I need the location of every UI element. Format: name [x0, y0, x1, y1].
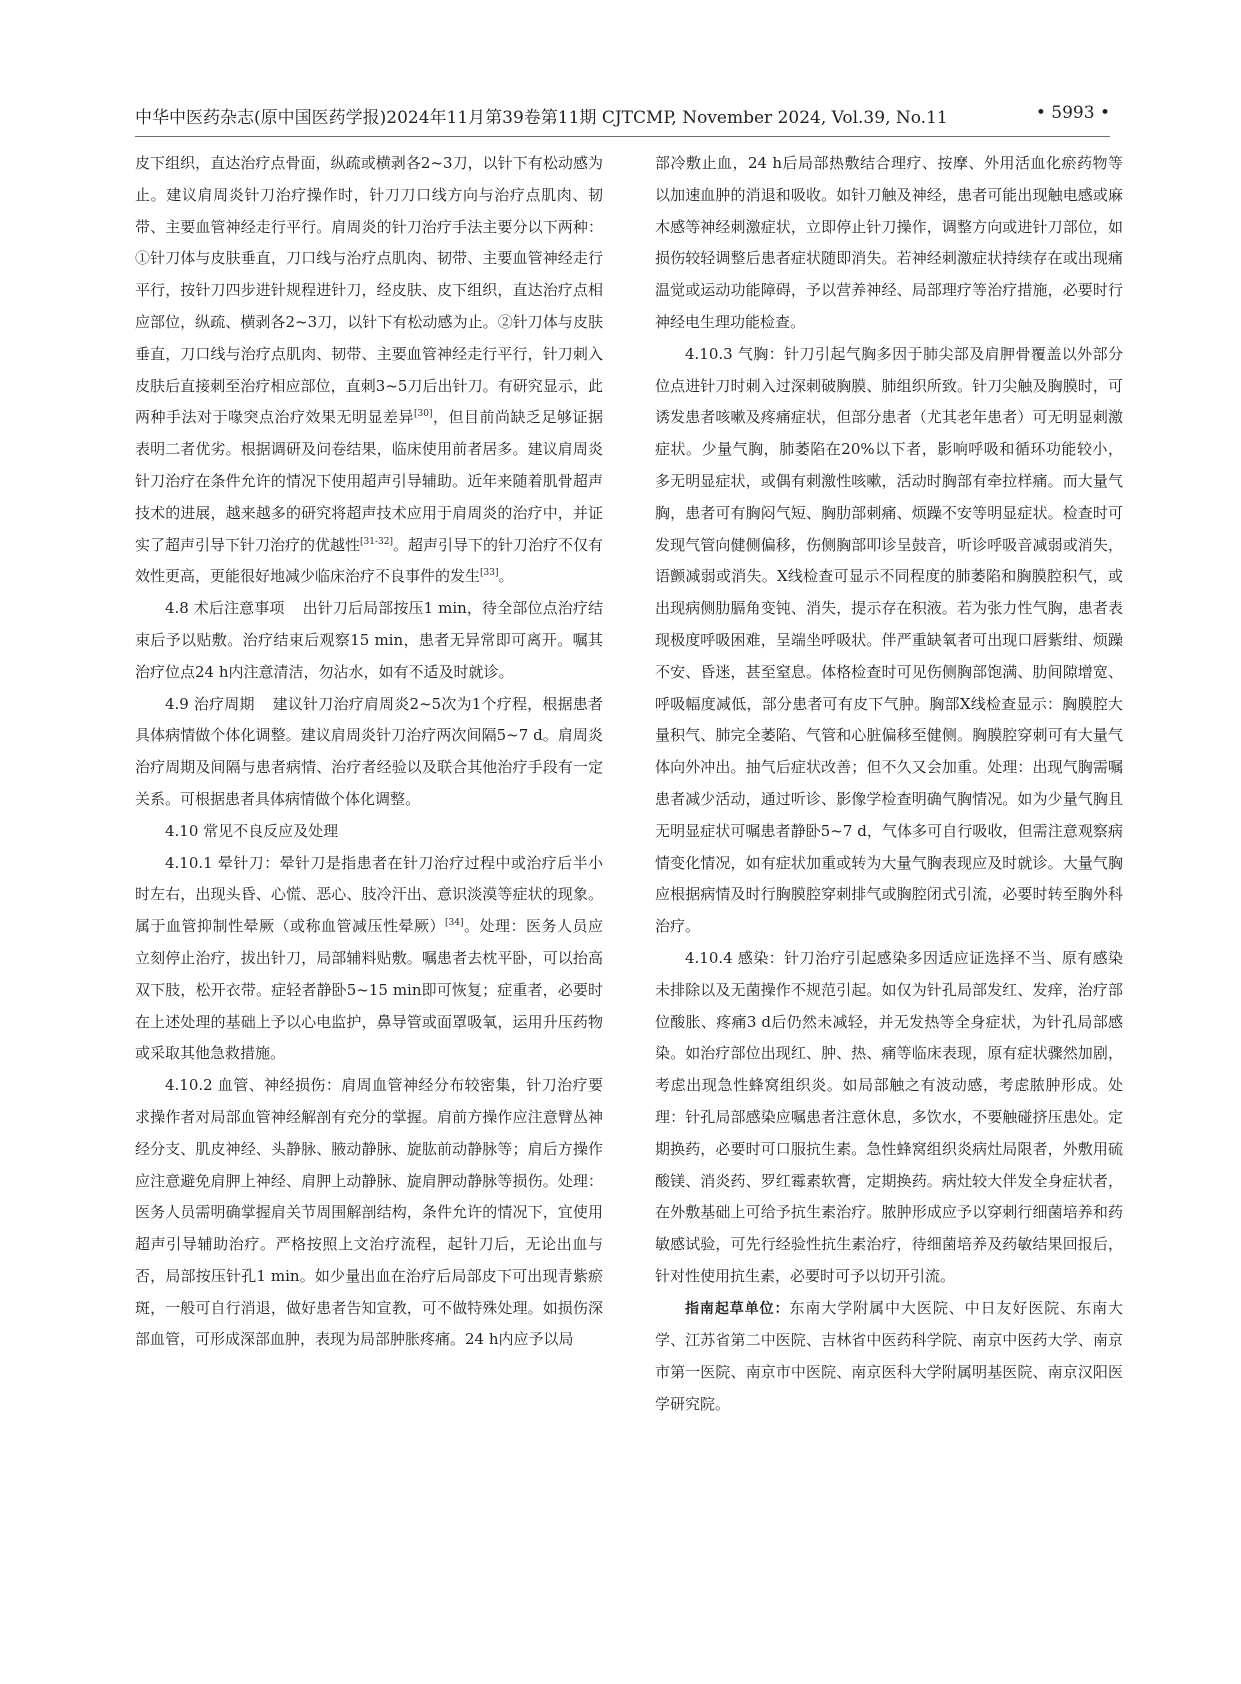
left-column	[135, 148, 603, 1356]
section-4-10-3: 4.10.3 气胸：针刀引起气胸多因于肺尖部及肩胛骨覆盖以外部分位点进针刀时刺入过深刺破胸膜、肺组织所致。针刀尖触及胸膜时，可诱发患者咳嗽及疼痛症状，但部分患者（尤其老年患者）可无明显刺激症状。少量气胸，肺萎陷在20%以下者，影响呼吸和循环功能较小，多无明显症状，或偶有刺激性咳嗽，活动时胸部有牵拉样痛。而大量气胸，患者可有胸闷气短、胸肋部刺痛、烦躁不安等明显症状。检查时可发现气管向健侧偏移，伤侧胸部叩诊呈鼓音，听诊呼吸音减弱或消失，语颤减弱或消失。X线检查可显示不同程度的肺萎陷和胸膜腔积气，或出现病侧肋膈角变钝、消失，提示存在积液。若为张力性气胸，患者表现极度呼吸困难，呈端坐呼吸状。伴严重缺氧者可出现口唇紫绀、烦躁不安、昏迷，甚至窒息。体格检查时可见伤侧胸部饱满、肋间隙增宽、呼吸幅度减低，部分患者可有皮下气肿。胸部X线检查显示：胸膜腔大量积气、肺完全萎陷、气管和心脏偏移至健侧。胸膜腔穿刺可有大量气体向外冲出。抽气后症状改善；但不久又会加重。处理：出现气胸需嘱患者减少活动，通过听诊、影像学检查明确气胸情况。如为少量气胸且无明显症状可嘱患者静卧5~7 d，气体多可自行吸收，但需注意观察病情变化情况，如有症状加重或转为大量气胸表现应及时就诊。大量气胸应根据病情及时行胸膜腔穿刺排气或胸腔闭式引流，必要时转至胸外科治疗。	[655, 344, 1123, 936]
paragraph-continued: 部冷敷止血，24 h后局部热敷结合理疗、按摩、外用活血化瘀药物等以加速血肿的消退和吸收。如针刀触及神经，患者可能出现触电感或麻木感等神经刺激症状，立即停止针刀操作，调整方向或进针刀部位，如损伤较轻调整后患者症状随即消失。若神经刺激症状持续存在或出现痛温觉或运动功能障碍，予以营养神经、局部理疗等治疗措施，必要时行神经电生理功能检查。	[655, 154, 1123, 331]
paragraph-technique	[135, 148, 603, 593]
section-4-10-2: 4.10.2 血管、神经损伤：肩周血管神经分布较密集，针刀治疗要求操作者对局部血管神经解剖有充分的掌握。肩前方操作应注意臂丛神经分支、肌皮神经、头静脉、腋动静脉、旋肱前动静脉等；肩后方操作应注意避免肩胛上神经、肩胛上动静脉、旋肩胛动静脉等损伤。处理：医务人员需明确掌握肩关节周围解剖结构，条件允许的情况下，宜使用超声引导辅助治疗。严格按照上文治疗流程，起针刀后，无论出血与否，局部按压针孔1 min。如少量出血在治疗后局部皮下可出现青紫瘀斑，一般可自行消退，做好患者告知宣教，可不做特殊处理。如损伤深部血管，可形成深部血肿，表现为局部肿胀疼痛。24 h内应予以局	[135, 1076, 603, 1349]
section-heading: 4.9 治疗周期	[165, 694, 255, 713]
section-4-10-heading: 4.10 常见不良反应及处理	[165, 821, 339, 840]
journal-citation: 中华中医药杂志(原中国医药学报)2024年11月第39卷第11期 CJTCMP, November 2024, Vol.39, No.11	[135, 108, 948, 128]
drafting-units	[655, 1293, 1123, 1421]
citation-ref: [31-32]	[360, 536, 393, 547]
section-text: 建议针刀治疗肩周炎2~5次为1个疗程，根据患者具体病情做个体化调整。建议肩周炎针刀治疗两次间隔5~7 d。肩周炎治疗周期及间隔与患者病情、治疗者经验以及联合其他治疗手段有一定关系。可根据患者具体病情做个体化调整。	[135, 694, 604, 808]
drafting-text: 东南大学附属中大医院、中日友好医院、东南大学、江苏省第二中医院、吉林省中医药科学院、南京中医药大学、南京市第一医院、南京市中医院、南京医科大学附属明基医院、南京汉阳医学研究院。	[655, 1298, 1123, 1414]
section-text: 。处理：医务人员应立刻停止治疗，拔出针刀，局部辅料贴敷。嘱患者去枕平卧，可以抬高双下肢，松开衣带。症轻者静卧5~15 min即可恢复；症重者，必要时在上述处理的基础上予以心电监护，鼻导管或面罩吸氧，运用升压药物或采取其他急救措施。	[135, 917, 603, 1063]
citation-ref: [33]	[480, 568, 499, 579]
paragraph-text: ，但目前尚缺乏足够证据表明二者优劣。根据调研及问卷结果，临床使用前者居多。建议肩周炎针刀治疗在条件允许的情况下使用超声引导辅助。近年来随着肌骨超声技术的进展，越来越多的研究将超声技术应用于肩周炎的治疗中，并证实了超声引导下针刀治疗的优越性	[135, 408, 603, 554]
section-4-9	[135, 689, 603, 816]
running-header	[135, 103, 1110, 133]
citation-ref: [30]	[414, 409, 433, 420]
section-4-10-1	[135, 848, 603, 1071]
section-4-10-4: 4.10.4 感染：针刀治疗引起感染多因适应证选择不当、原有感染未排除以及无菌操作不规范引起。如仅为针孔局部发红、发痒，治疗部位酸胀、疼痛3 d后仍然未减轻，并无发热等全身症状，为针孔局部感染。如治疗部位出现红、肿、热、痛等临床表现，原有症状骤然加剧，考虑出现急性蜂窝组织炎。如局部触之有波动感，考虑脓肿形成。处理：针孔局部感染应嘱患者注意休息，多饮水，不要触碰挤压患处。定期换药，必要时可口服抗生素。急性蜂窝组织炎病灶局限者，外敷用硫酸镁、消炎药、罗红霉素软膏，定期换药。病灶较大伴发全身症状者，在外敷基础上可给予抗生素治疗。脓肿形成应予以穿刺行细菌培养和药敏感试验，可先行经验性抗生素治疗，待细菌培养及药敏结果回报后，针对性使用抗生素，必要时可予以切开引流。	[655, 948, 1123, 1285]
section-text: 4.10.1 晕针刀：晕针刀是指患者在针刀治疗过程中或治疗后半小时左右，出现头昏、心慌、恶心、肢冷汗出、意识淡漠等症状的现象。属于血管抑制性晕厥（或称血管减压性晕厥）	[135, 853, 603, 936]
section-text: 出针刀后局部按压1 min，待全部位点治疗结束后予以贴敷。治疗结束后观察15 min，患者无异常即可离开。嘱其治疗位点24 h内注意清洁，勿沾水，如有不适及时就诊。	[135, 599, 604, 681]
paragraph-text: 。	[498, 567, 514, 586]
paragraph-text: 。超声引导下的针刀治疗不仅有效性更高，更能很好地减少临床治疗不良事件的发生	[135, 535, 603, 586]
citation-ref: [34]	[445, 918, 464, 929]
paragraph-text: 皮下组织，直达治疗点骨面，纵疏或横剥各2~3刀，以针下有松动感为止。建议肩周炎针刀治疗操作时，针刀刀口线方向与治疗点肌肉、韧带、主要血管神经走行平行。肩周炎的针刀治疗手法主要分以下两种：①针刀体与皮肤垂直，刀口线与治疗点肌肉、韧带、主要血管神经走行平行，按针刀四步进针规程进针刀，经皮肤、皮下组织，直达治疗点相应部位，纵疏、横剥各2~3刀，以针下有松动感为止。②针刀体与皮肤垂直，刀口线与治疗点肌肉、韧带、主要血管神经走行平行，针刀刺入皮肤后直接刺至治疗相应部位，直刺3~5刀后出针刀。有研究显示，此两种手法对于喙突点治疗效果无明显差异	[135, 154, 603, 427]
header-rule	[135, 136, 1110, 137]
section-4-8	[135, 593, 603, 688]
right-column	[655, 148, 1123, 1421]
drafting-label: 指南起草单位：	[685, 1300, 790, 1317]
page-number: • 5993 •	[1035, 103, 1110, 123]
section-heading: 4.8 术后注意事项	[165, 599, 285, 618]
